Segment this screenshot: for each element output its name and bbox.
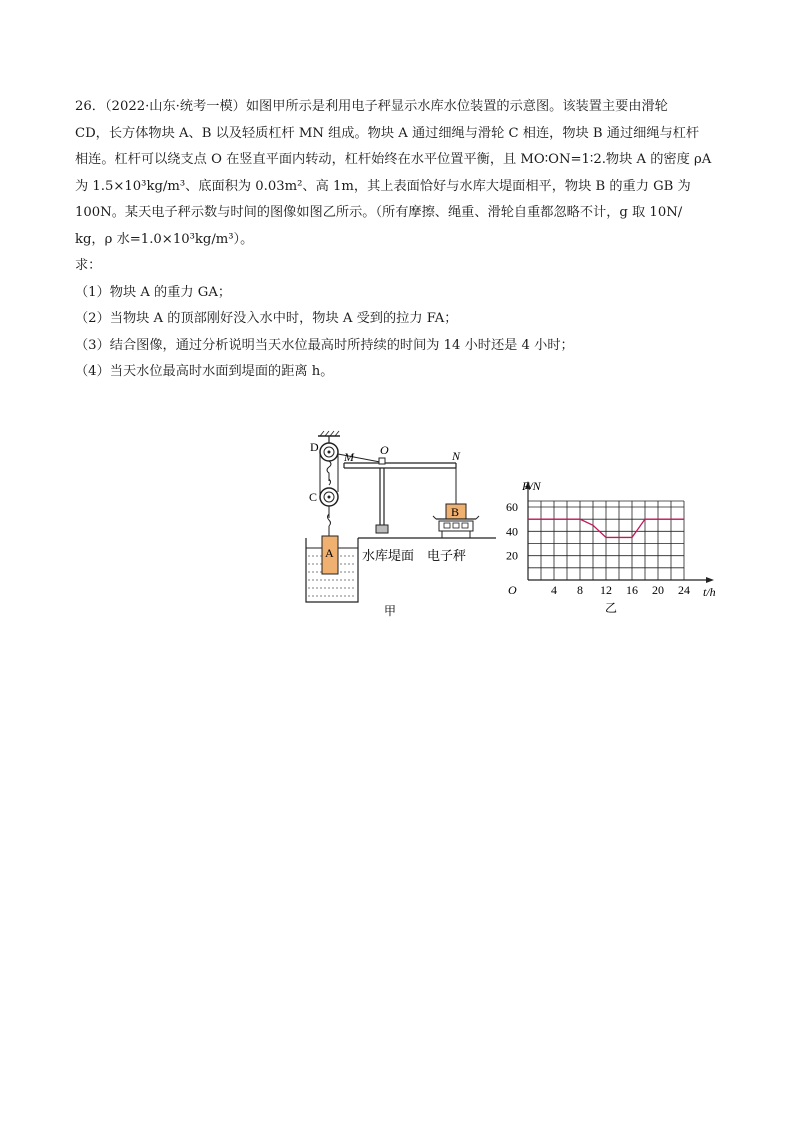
label-a: A	[325, 546, 334, 560]
apparatus-diagram	[296, 430, 496, 620]
label-b: B	[451, 505, 460, 519]
y-axis-label: F/N	[522, 479, 541, 493]
x-tick-label: 24	[678, 583, 690, 597]
caption-jia: 甲	[384, 604, 397, 618]
y-tick-label: 40	[506, 524, 518, 539]
y-tick-label: 20	[506, 548, 518, 563]
label-d: D	[310, 440, 319, 454]
x-tick-label: 4	[551, 583, 557, 597]
question-part-3: （3）结合图像，通过分析说明当天水位最高时所持续的时间为 14 小时还是 4 小时；	[75, 337, 574, 353]
force-time-chart	[500, 470, 725, 618]
question-part-4: （4）当天水位最高时水面到堤面的距离 h。	[75, 364, 334, 379]
pulley-c	[320, 488, 338, 506]
caption-yi: 乙	[605, 601, 618, 615]
question-source: （2022·山东·统考一模）	[104, 99, 246, 114]
x-tick-label: 12	[600, 583, 612, 597]
label-n: N	[452, 449, 461, 463]
question-ask: 求：	[75, 258, 102, 273]
chart-ticks	[506, 500, 690, 597]
chart-grid	[528, 501, 684, 580]
figure-jia	[296, 430, 496, 624]
x-axis-arrow	[706, 577, 714, 583]
question-number: 26．	[75, 99, 105, 114]
x-axis-label: t/h	[703, 585, 716, 599]
question-stem-line-4: 为 1.5×10³kg/m³、底面积为 0.03m²、高 1m，其上表面恰好与水库大堤面相平，物块 B 的重力 GB 为	[75, 178, 691, 194]
pulley-d	[320, 443, 338, 461]
pivot-o	[379, 458, 385, 464]
question-26	[75, 94, 725, 386]
x-tick-label: 8	[577, 583, 583, 597]
question-stem-line-1: 26．（2022·山东·统考一模）如图甲所示是利用电子秤显示水库水位装置的示意图。该装置主要由滑轮	[75, 99, 668, 114]
label-dam: 水库堤面	[362, 548, 415, 563]
x-tick-label: 16	[626, 583, 638, 597]
post-base	[376, 525, 388, 533]
question-stem-line-5: 100N。某天电子秤示数与时间的图像如图乙所示。（所有摩擦、绳重、滑轮自重都忽略不计，g 取 10N/	[75, 205, 683, 220]
question-stem-line-2: CD，长方体物块 A、B 以及轻质杠杆 MN 组成。物块 A 通过细绳与滑轮 C 相连，物块 B 通过细绳与杠杆	[75, 125, 700, 141]
x-tick-label: 20	[652, 583, 664, 597]
label-m: M	[344, 450, 354, 464]
electronic-scale	[433, 516, 479, 538]
label-o: O	[380, 443, 389, 457]
question-part-2: （2）当物块 A 的顶部刚好没入水中时，物块 A 受到的拉力 FA；	[75, 311, 458, 326]
question-part-1: （1）物块 A 的重力 GA；	[75, 284, 232, 300]
figure-yi	[500, 470, 725, 622]
y-tick-label: 60	[506, 500, 518, 514]
label-scale: 电子秤	[427, 548, 467, 563]
label-c: C	[309, 490, 318, 504]
origin-label: O	[508, 583, 517, 597]
question-stem-line-3: 相连。杠杆可以绕支点 O 在竖直平面内转动，杠杆始终在水平位置平衡，且 MO∶ON=1∶2.物块 A 的密度 ρA	[75, 152, 712, 167]
question-stem-line-6: kg，ρ 水=1.0×10³kg/m³）。	[75, 231, 254, 247]
